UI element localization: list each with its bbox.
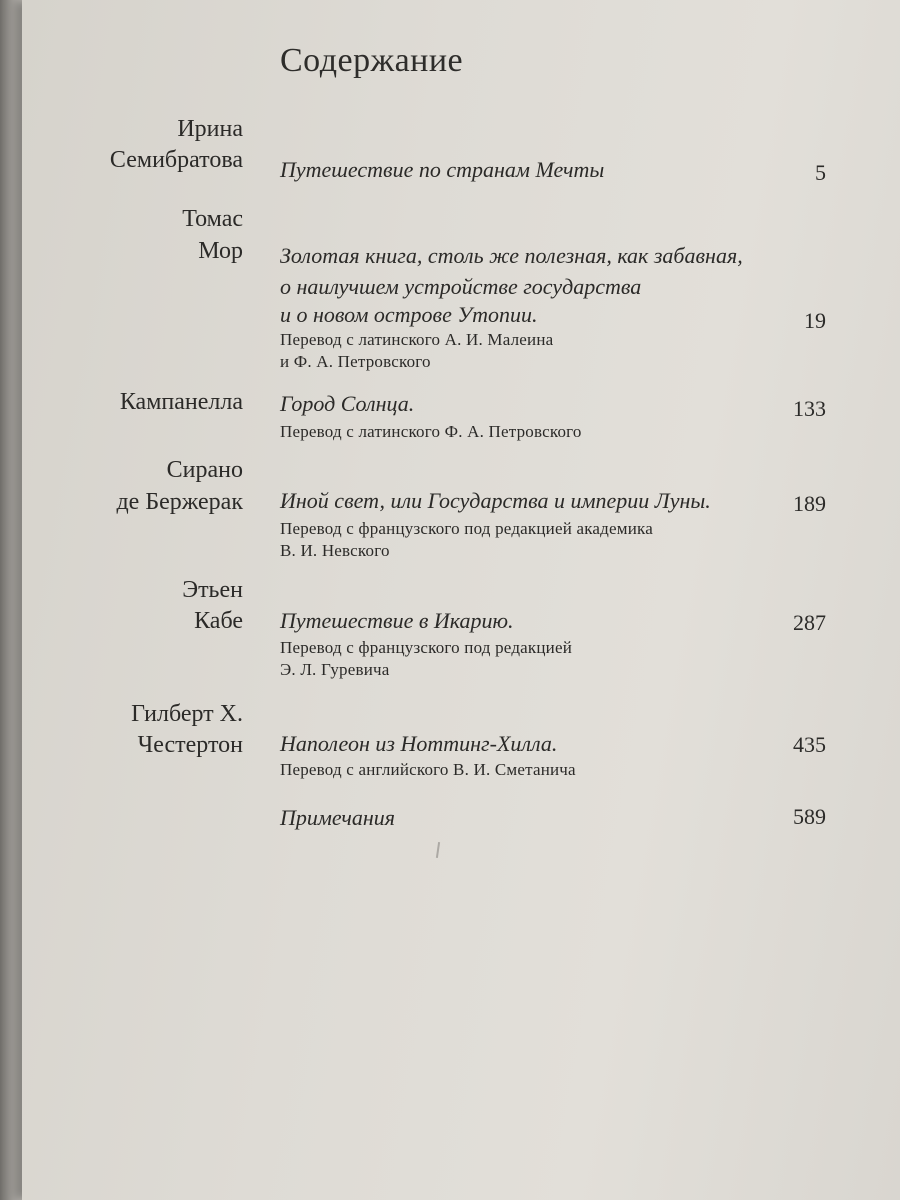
toc-page-number: 19 xyxy=(804,308,826,333)
toc-author-line: Томас xyxy=(182,206,243,232)
toc-page-number: 189 xyxy=(793,491,826,516)
toc-translator-line: и Ф. А. Петровского xyxy=(280,352,431,371)
toc-translator-line: Э. Л. Гуревича xyxy=(280,660,390,679)
toc-author-line: де Бержерак xyxy=(116,489,243,515)
toc-author-line: Сирано xyxy=(166,457,243,483)
toc-translator-line: Перевод с латинского Ф. А. Петровского xyxy=(280,422,582,441)
toc-author-line: Этьен xyxy=(182,577,243,603)
toc-work-title: Иной свет, или Государства и империи Луны. xyxy=(280,488,711,513)
toc-work-title: о наилучшем устройстве государства xyxy=(280,274,642,299)
toc-translator-line: Перевод с французского под редакцией xyxy=(280,638,573,657)
page-title: Содержание xyxy=(280,42,464,79)
toc-work-title: Путешествие по странам Мечты xyxy=(280,157,605,182)
toc-author-line: Кабе xyxy=(194,608,243,634)
toc-page-number: 589 xyxy=(793,804,826,829)
book-page-edge xyxy=(0,0,22,1200)
toc-author-line: Гилберт Х. xyxy=(131,701,243,727)
toc-notes-title: Примечания xyxy=(280,805,396,830)
toc-work-title: Путешествие в Икарию. xyxy=(280,608,514,633)
toc-page-number: 5 xyxy=(815,160,826,185)
toc-page-number: 133 xyxy=(793,396,826,421)
toc-work-title: Наполеон из Ноттинг-Хилла. xyxy=(280,731,558,756)
toc-page-number: 287 xyxy=(793,610,826,635)
toc-author-line: Кампанелла xyxy=(119,389,243,415)
toc-page-number: 435 xyxy=(793,732,826,757)
toc-work-title: Золотая книга, столь же полезная, как забавная, xyxy=(280,243,743,268)
toc-author-line: Мор xyxy=(198,238,243,264)
toc-translator-line: Перевод с английского В. И. Сметанича xyxy=(280,760,576,779)
toc-author-line: Честертон xyxy=(137,732,243,758)
toc-author-line: Семибратова xyxy=(109,147,243,173)
toc-translator-line: В. И. Невского xyxy=(280,541,390,560)
toc-translator-line: Перевод с латинского А. И. Малеина xyxy=(280,330,554,349)
toc-work-title: Город Солнца. xyxy=(280,391,415,416)
toc-translator-line: Перевод с французского под редакцией академика xyxy=(280,519,653,538)
toc-work-title: и о новом острове Утопии. xyxy=(280,302,538,327)
toc-author-line: Ирина xyxy=(177,116,243,142)
